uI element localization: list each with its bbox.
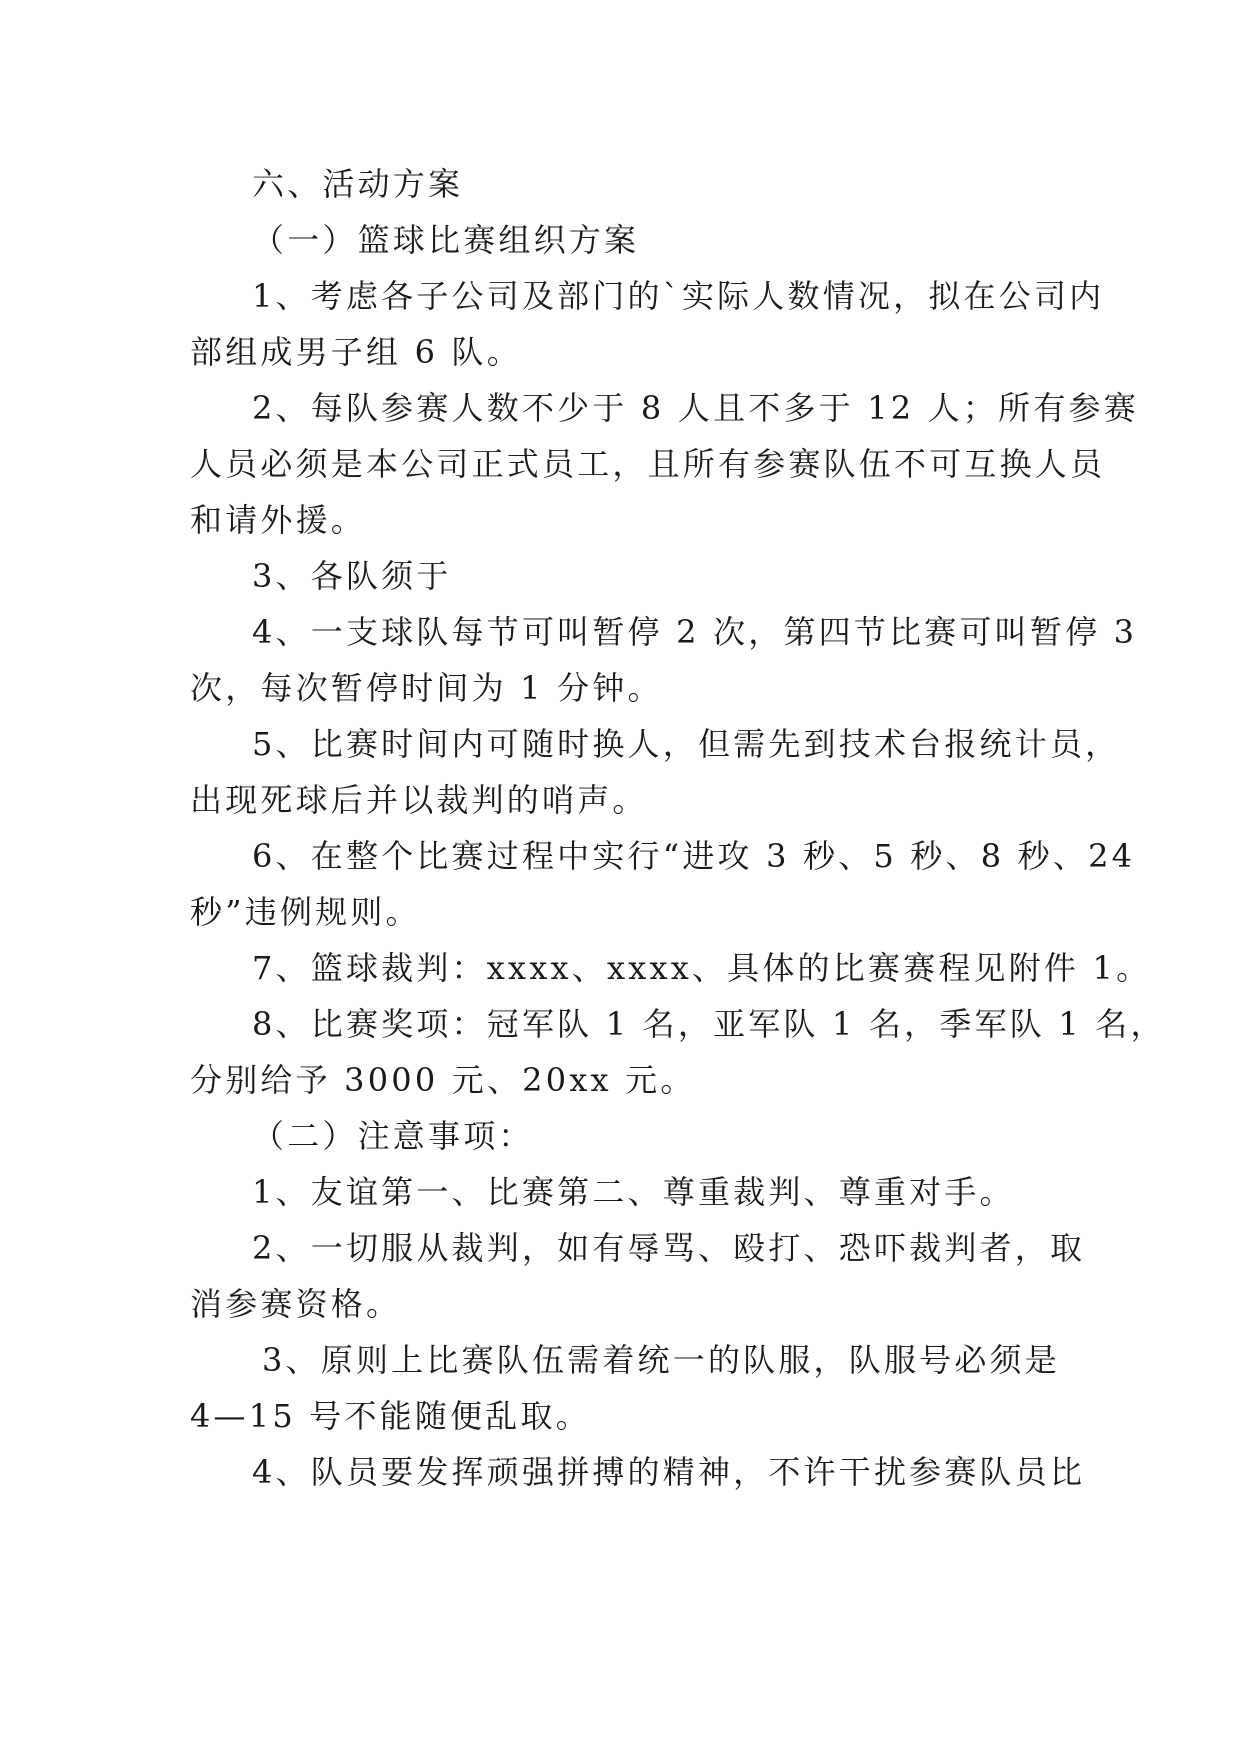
paragraph-line: 秒”违例规则。 <box>190 893 421 931</box>
paragraph-line: 和请外援。 <box>190 501 367 539</box>
paragraph-line: 2、一切服从裁判，如有辱骂、殴打、恐吓裁判者，取 <box>252 1229 1086 1267</box>
paragraph-line: 7、篮球裁判：xxxx、xxxx、具体的比赛赛程见附件 1。 <box>252 949 1152 987</box>
paragraph-line: 4、一支球队每节可叫暂停 2 次，第四节比赛可叫暂停 3 <box>252 613 1138 651</box>
subsection-heading: （一）篮球比赛组织方案 <box>252 221 640 259</box>
paragraph-line: 1、友谊第一、比赛第二、尊重裁判、尊重对手。 <box>252 1173 1015 1211</box>
subsection-heading: （二）注意事项： <box>252 1117 534 1155</box>
paragraph-line: 分别给予 3000 元、20xx 元。 <box>190 1061 696 1099</box>
paragraph-line: 1、考虑各子公司及部门的`实际人数情况，拟在公司内 <box>252 277 1105 315</box>
paragraph-line: 3、原则上比赛队伍需着统一的队服，队服号必须是 <box>262 1341 1060 1379</box>
paragraph-line: 部组成男子组 6 队。 <box>190 333 522 371</box>
paragraph-line: 6、在整个比赛过程中实行“进攻 3 秒、5 秒、8 秒、24 <box>252 837 1136 875</box>
paragraph-line: 人员必须是本公司正式员工，且所有参赛队伍不可互换人员 <box>190 445 1106 483</box>
paragraph-line: 3、各队须于 <box>252 557 452 595</box>
paragraph-line: 4、队员要发挥顽强拼搏的精神，不许干扰参赛队员比 <box>252 1453 1086 1491</box>
paragraph-line: 4—15 号不能随便乱取。 <box>190 1397 591 1435</box>
paragraph-line: 5、比赛时间内可随时换人，但需先到技术台报统计员， <box>252 725 1121 763</box>
paragraph-line: 消参赛资格。 <box>190 1285 402 1323</box>
paragraph-line: 出现死球后并以裁判的哨声。 <box>190 781 648 819</box>
paragraph-line: 2、每队参赛人数不少于 8 人且不多于 12 人；所有参赛 <box>252 389 1139 427</box>
paragraph-line: 次，每次暂停时间为 1 分钟。 <box>190 669 663 707</box>
paragraph-line: 8、比赛奖项：冠军队 1 名，亚军队 1 名，季军队 1 名， <box>252 1005 1166 1043</box>
section-heading: 六、活动方案 <box>252 165 464 203</box>
